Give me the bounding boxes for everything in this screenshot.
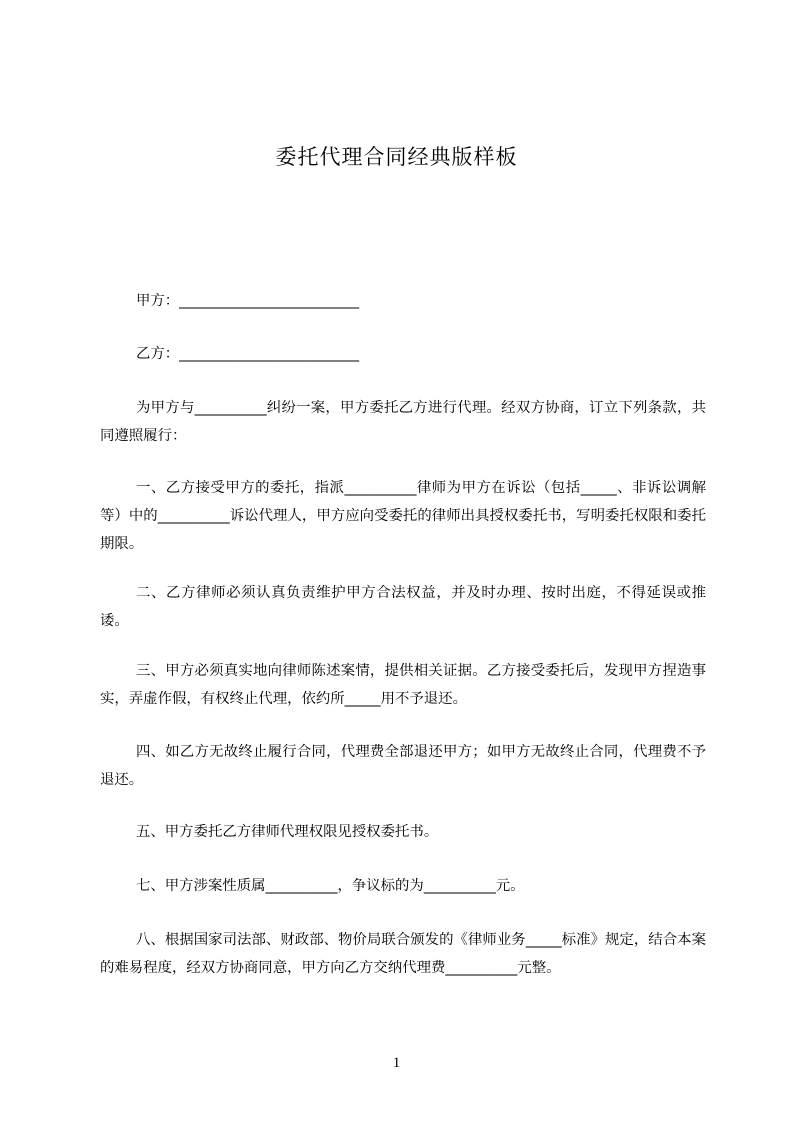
document-title: 委托代理合同经典版样板 [275, 145, 518, 169]
party-b-line: 乙方：_________________________ [136, 346, 360, 362]
clause-3: 三、甲方必须真实地向律师陈述案情，提供相关证据。乙方接受委托后，发现甲方捏造事实，弄虚作假，有权终止代理，依约所_____用不予退还。 [100, 663, 706, 707]
party-a-line: 甲方：_________________________ [136, 293, 360, 309]
page-number: 1 [392, 1055, 401, 1071]
clause-1: 一、乙方接受甲方的委托，指派__________律师为甲方在诉讼（包括_____、非诉讼调解等）中的__________诉讼代理人，甲方应向受委托的律师出具授权委托书，写明委托权限和委托期限。 [100, 480, 706, 552]
clause-8: 八、根据国家司法部、财政部、物价局联合颁发的《律师业务_____标准》规定，结合本案的难易程度，经双方协商同意，甲方向乙方交纳代理费__________元整。 [100, 932, 706, 976]
clause-5: 五、甲方委托乙方律师代理权限见授权委托书。 [136, 824, 439, 840]
clause-4: 四、如乙方无故终止履行合同，代理费全部退还甲方；如甲方无故终止合同，代理费不予退还。 [100, 744, 706, 788]
clause-2: 二、乙方律师必须认真负责维护甲方合法权益，并及时办理、按时出庭，不得延误或推诿。 [100, 585, 706, 629]
intro-paragraph: 为甲方与__________纠纷一案，甲方委托乙方进行代理。经双方协商，订立下列条款，共同遵照履行： [100, 400, 706, 444]
clause-7: 七、甲方涉案性质属__________，争议标的为__________元。 [136, 878, 525, 894]
